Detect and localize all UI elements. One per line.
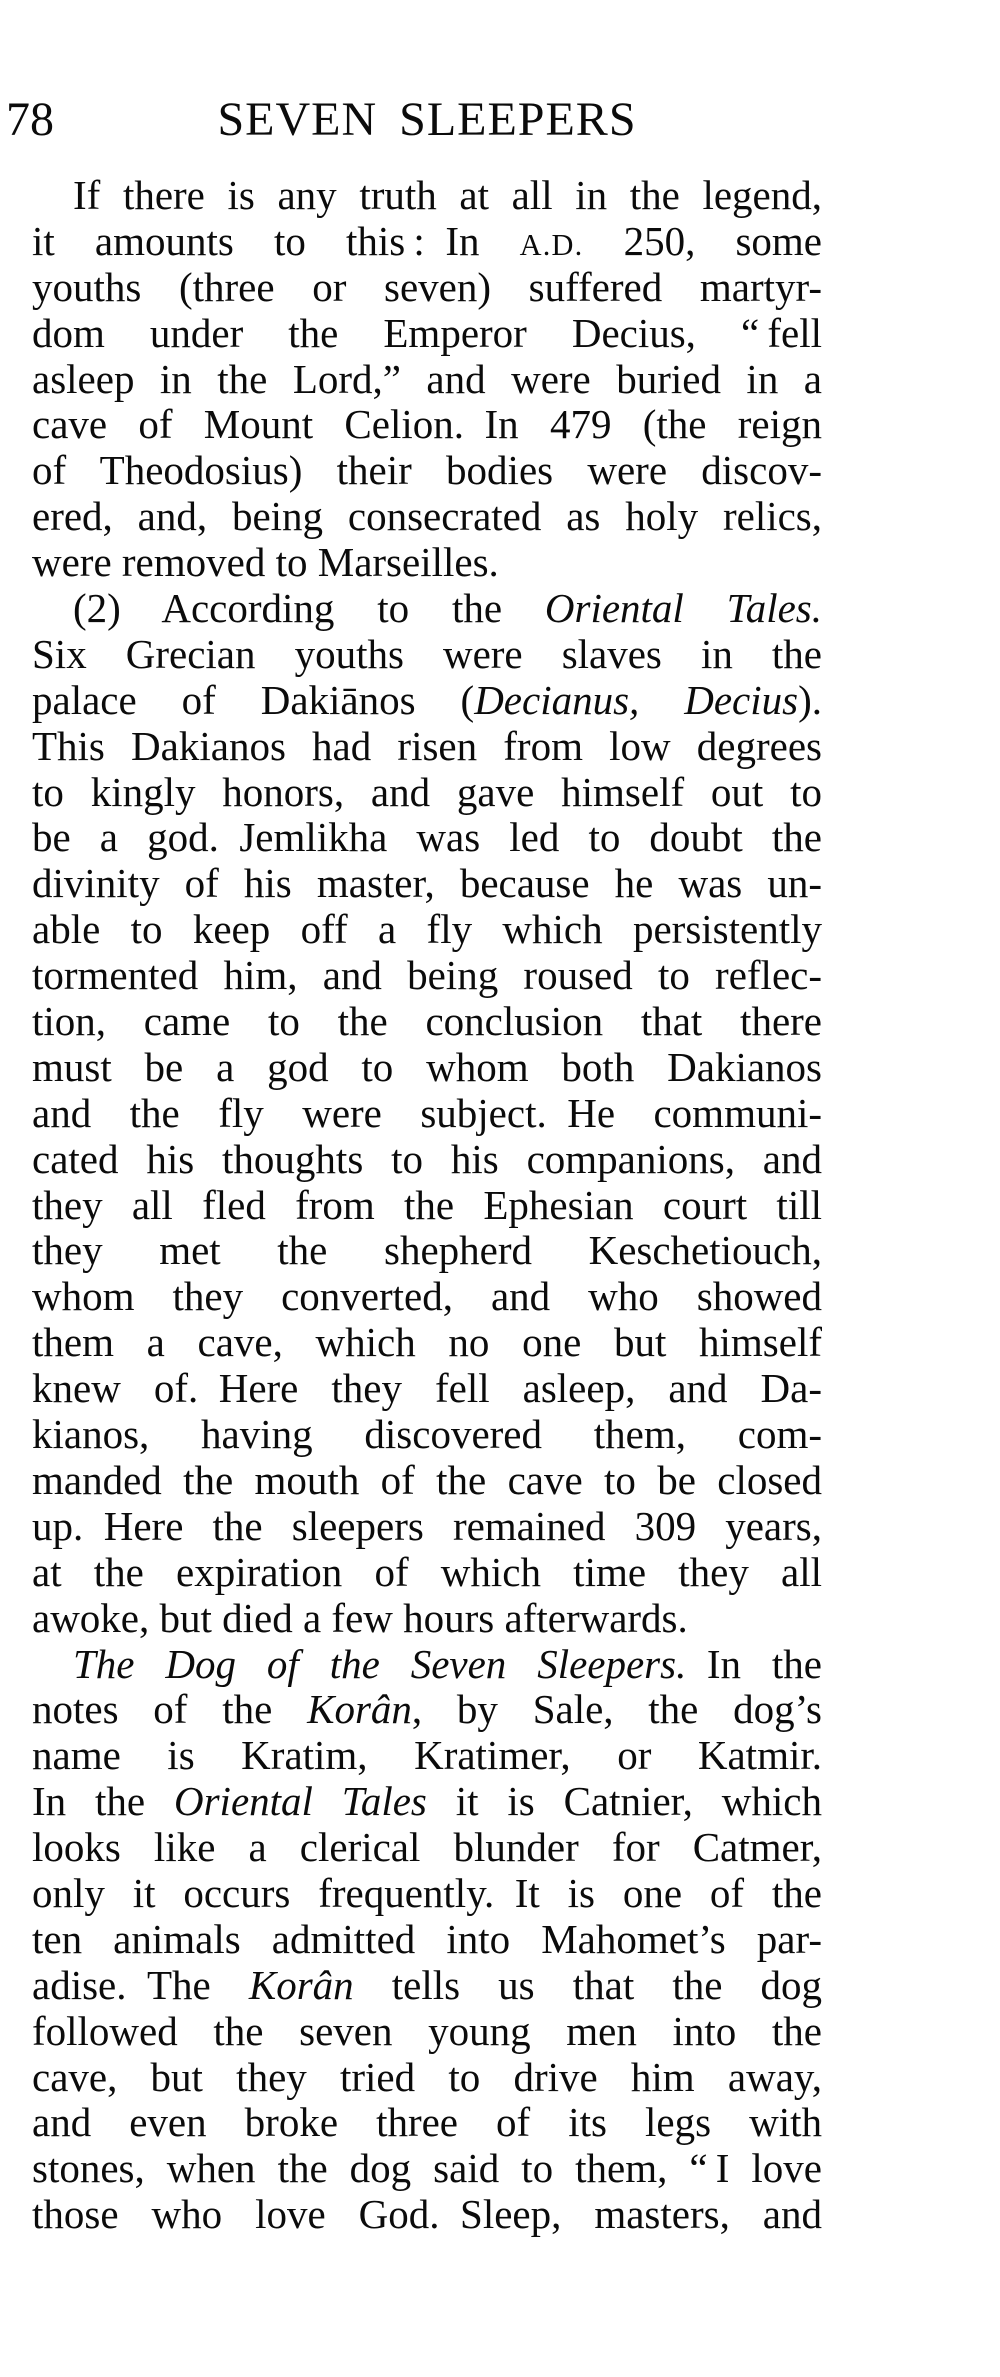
text-line: cave, but they tried to drive him away,: [32, 2054, 822, 2100]
text-line: cave of Mount Celion. In 479 (the reign: [32, 402, 822, 448]
text-line: and the fly were subject. He communi-: [32, 1090, 822, 1136]
text-line: The Dog of the Seven Sleepers. In the: [73, 1641, 822, 1687]
text-line: If there is any truth at all in the legend,: [73, 173, 822, 218]
text-line: of Theodosius) their bodies were discov-: [32, 448, 822, 494]
running-header-title: SEVEN SLEEPERS: [217, 93, 637, 146]
text-line: (2) According to the Oriental Tales.: [73, 586, 822, 632]
text-line: were removed to Marseilles.: [32, 540, 499, 586]
text-line: knew of. Here they fell asleep, and Da-: [32, 1366, 822, 1412]
text-line: adise. The Korân tells us that the dog: [32, 1962, 822, 2008]
text-line: they all fled from the Ephesian court till: [32, 1182, 822, 1228]
text-line: they met the shepherd Keschetiouch,: [32, 1228, 822, 1274]
text-line: only it occurs frequently. It is one of the: [32, 1870, 822, 1916]
text-line: asleep in the Lord,” and were buried in a: [32, 356, 822, 402]
running-header: [0, 94, 1000, 146]
text-line: This Dakianos had risen from low degrees: [32, 723, 822, 769]
text-line: tormented him, and being roused to reflec-: [32, 953, 822, 999]
text-line: be a god. Jemlikha was led to doubt the: [32, 815, 822, 861]
text-line: tion, came to the conclusion that there: [32, 999, 822, 1045]
text-line: able to keep off a fly which persistently: [32, 907, 822, 953]
text-line: palace of Dakiānos (Decianus, Decius).: [32, 677, 822, 723]
text-line: ered, and, being consecrated as holy relics,: [32, 494, 822, 540]
text-line: those who love God. Sleep, masters, and: [32, 2192, 822, 2238]
text-block: [32, 173, 822, 2238]
text-line: name is Kratim, Kratimer, or Katmir.: [32, 1733, 822, 1779]
text-line: kianos, having discovered them, com-: [32, 1412, 822, 1458]
text-line: and even broke three of its legs with: [32, 2100, 822, 2146]
text-line: must be a god to whom both Dakianos: [32, 1044, 822, 1090]
text-line: it amounts to this : In A.D. 250, some: [32, 218, 822, 264]
text-line: looks like a clerical blunder for Catmer,: [32, 1825, 822, 1871]
text-line: followed the seven young men into the: [32, 2008, 822, 2054]
text-line: notes of the Korân, by Sale, the dog’s: [32, 1687, 822, 1733]
text-line: dom under the Emperor Decius, “ fell: [32, 310, 822, 356]
text-line: up. Here the sleepers remained 309 years,: [32, 1503, 822, 1549]
text-line: Six Grecian youths were slaves in the: [32, 631, 822, 677]
text-line: divinity of his master, because he was un-: [32, 861, 822, 907]
text-line: at the expiration of which time they all: [32, 1549, 822, 1595]
text-line: manded the mouth of the cave to be closed: [32, 1457, 822, 1503]
text-line: ten animals admitted into Mahomet’s par-: [32, 1916, 822, 1962]
text-line: to kingly honors, and gave himself out to: [32, 769, 822, 815]
text-line: whom they converted, and who showed: [32, 1274, 822, 1320]
text-line: cated his thoughts to his companions, and: [32, 1136, 822, 1182]
text-line: awoke, but died a few hours afterwards.: [32, 1595, 688, 1641]
text-line: them a cave, which no one but himself: [32, 1320, 822, 1366]
text-line: In the Oriental Tales it is Catnier, which: [32, 1779, 822, 1825]
text-line: stones, when the dog said to them, “ I love: [32, 2146, 822, 2192]
text-line: youths (three or seven) suffered martyr-: [32, 264, 822, 310]
page-number: 78: [6, 93, 54, 146]
